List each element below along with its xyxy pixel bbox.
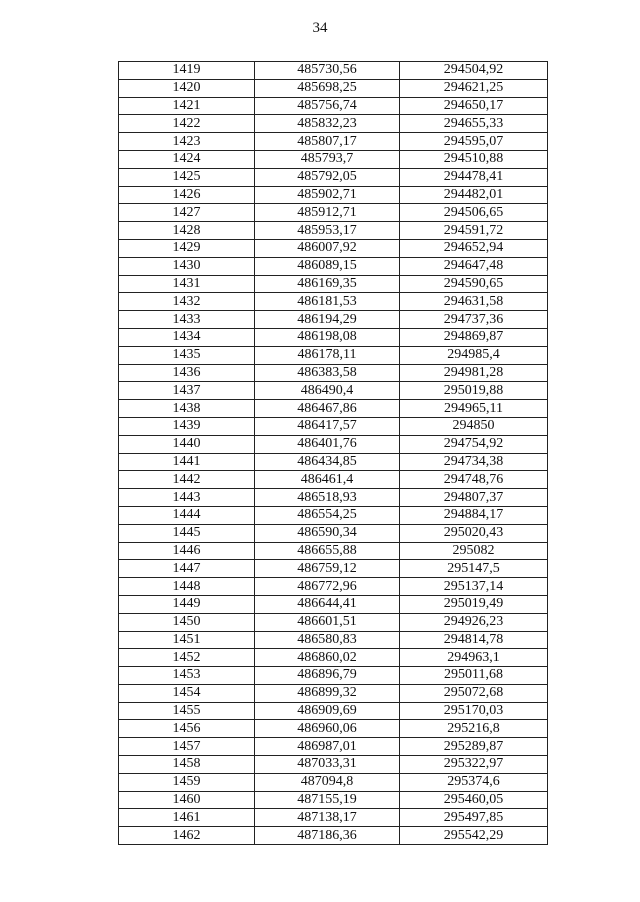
table-row — [119, 773, 548, 791]
table-row — [119, 400, 548, 418]
y-coordinate-cell: 295289,87 — [400, 738, 548, 756]
y-coordinate-cell: 294965,11 — [400, 400, 548, 418]
x-coordinate-cell: 486401,76 — [255, 435, 400, 453]
table-row — [119, 471, 548, 489]
point-number-cell: 1462 — [119, 827, 255, 845]
point-number-cell: 1423 — [119, 133, 255, 151]
y-coordinate-cell: 295216,8 — [400, 720, 548, 738]
point-number-cell: 1432 — [119, 293, 255, 311]
x-coordinate-cell: 485756,74 — [255, 97, 400, 115]
x-coordinate-cell: 486169,35 — [255, 275, 400, 293]
table-row — [119, 613, 548, 631]
x-coordinate-cell: 486601,51 — [255, 613, 400, 631]
table-row — [119, 631, 548, 649]
point-number-cell: 1454 — [119, 684, 255, 702]
y-coordinate-cell: 294482,01 — [400, 186, 548, 204]
table-row — [119, 649, 548, 667]
y-coordinate-cell: 295497,85 — [400, 809, 548, 827]
y-coordinate-cell: 294926,23 — [400, 613, 548, 631]
point-number-cell: 1457 — [119, 738, 255, 756]
x-coordinate-cell: 485902,71 — [255, 186, 400, 204]
x-coordinate-cell: 485832,23 — [255, 115, 400, 133]
x-coordinate-cell: 486899,32 — [255, 684, 400, 702]
x-coordinate-cell: 486490,4 — [255, 382, 400, 400]
table-row — [119, 667, 548, 685]
x-coordinate-cell: 487033,31 — [255, 756, 400, 774]
point-number-cell: 1444 — [119, 506, 255, 524]
table-row — [119, 382, 548, 400]
table-row — [119, 702, 548, 720]
x-coordinate-cell: 486644,41 — [255, 595, 400, 613]
x-coordinate-cell: 486461,4 — [255, 471, 400, 489]
y-coordinate-cell: 294652,94 — [400, 239, 548, 257]
point-number-cell: 1429 — [119, 239, 255, 257]
x-coordinate-cell: 486987,01 — [255, 738, 400, 756]
x-coordinate-cell: 486590,34 — [255, 524, 400, 542]
y-coordinate-cell: 295322,97 — [400, 756, 548, 774]
table-row — [119, 595, 548, 613]
x-coordinate-cell: 487155,19 — [255, 791, 400, 809]
point-number-cell: 1442 — [119, 471, 255, 489]
x-coordinate-cell: 486860,02 — [255, 649, 400, 667]
point-number-cell: 1439 — [119, 417, 255, 435]
x-coordinate-cell: 486417,57 — [255, 417, 400, 435]
y-coordinate-cell: 295170,03 — [400, 702, 548, 720]
x-coordinate-cell: 485730,56 — [255, 62, 400, 80]
y-coordinate-cell: 294807,37 — [400, 489, 548, 507]
table-row — [119, 791, 548, 809]
table-row — [119, 364, 548, 382]
table-row — [119, 168, 548, 186]
y-coordinate-cell: 295137,14 — [400, 578, 548, 596]
point-number-cell: 1420 — [119, 79, 255, 97]
point-number-cell: 1461 — [119, 809, 255, 827]
table-row — [119, 417, 548, 435]
table-row — [119, 453, 548, 471]
y-coordinate-cell: 295082 — [400, 542, 548, 560]
table-row — [119, 293, 548, 311]
point-number-cell: 1443 — [119, 489, 255, 507]
table-row — [119, 542, 548, 560]
table-row — [119, 257, 548, 275]
point-number-cell: 1431 — [119, 275, 255, 293]
y-coordinate-cell: 294981,28 — [400, 364, 548, 382]
y-coordinate-cell: 295019,49 — [400, 595, 548, 613]
point-number-cell: 1435 — [119, 346, 255, 364]
y-coordinate-cell: 294814,78 — [400, 631, 548, 649]
y-coordinate-cell: 295020,43 — [400, 524, 548, 542]
point-number-cell: 1438 — [119, 400, 255, 418]
table-row — [119, 328, 548, 346]
point-number-cell: 1427 — [119, 204, 255, 222]
point-number-cell: 1425 — [119, 168, 255, 186]
x-coordinate-cell: 486759,12 — [255, 560, 400, 578]
table-row — [119, 684, 548, 702]
y-coordinate-cell: 294650,17 — [400, 97, 548, 115]
y-coordinate-cell: 295011,68 — [400, 667, 548, 685]
y-coordinate-cell: 295542,29 — [400, 827, 548, 845]
point-number-cell: 1449 — [119, 595, 255, 613]
y-coordinate-cell: 295147,5 — [400, 560, 548, 578]
x-coordinate-cell: 485807,17 — [255, 133, 400, 151]
x-coordinate-cell: 486434,85 — [255, 453, 400, 471]
y-coordinate-cell: 294595,07 — [400, 133, 548, 151]
point-number-cell: 1459 — [119, 773, 255, 791]
table-row — [119, 311, 548, 329]
point-number-cell: 1453 — [119, 667, 255, 685]
point-number-cell: 1460 — [119, 791, 255, 809]
y-coordinate-cell: 294985,4 — [400, 346, 548, 364]
x-coordinate-cell: 486580,83 — [255, 631, 400, 649]
y-coordinate-cell: 294850 — [400, 417, 548, 435]
table-row — [119, 489, 548, 507]
table-row — [119, 97, 548, 115]
table-row — [119, 809, 548, 827]
point-number-cell: 1428 — [119, 222, 255, 240]
y-coordinate-cell: 294504,92 — [400, 62, 548, 80]
point-number-cell: 1437 — [119, 382, 255, 400]
x-coordinate-cell: 486383,58 — [255, 364, 400, 382]
point-number-cell: 1436 — [119, 364, 255, 382]
table-row — [119, 720, 548, 738]
table-row — [119, 560, 548, 578]
table-row — [119, 756, 548, 774]
x-coordinate-cell: 486467,86 — [255, 400, 400, 418]
point-number-cell: 1419 — [119, 62, 255, 80]
x-coordinate-cell: 487138,17 — [255, 809, 400, 827]
table-row — [119, 524, 548, 542]
point-number-cell: 1440 — [119, 435, 255, 453]
point-number-cell: 1455 — [119, 702, 255, 720]
x-coordinate-cell: 486181,53 — [255, 293, 400, 311]
x-coordinate-cell: 486772,96 — [255, 578, 400, 596]
table-row — [119, 346, 548, 364]
point-number-cell: 1447 — [119, 560, 255, 578]
y-coordinate-cell: 294647,48 — [400, 257, 548, 275]
point-number-cell: 1433 — [119, 311, 255, 329]
table-row — [119, 275, 548, 293]
point-number-cell: 1424 — [119, 150, 255, 168]
point-number-cell: 1456 — [119, 720, 255, 738]
x-coordinate-cell: 486198,08 — [255, 328, 400, 346]
y-coordinate-cell: 295072,68 — [400, 684, 548, 702]
y-coordinate-cell: 294478,41 — [400, 168, 548, 186]
x-coordinate-cell: 486194,29 — [255, 311, 400, 329]
point-number-cell: 1430 — [119, 257, 255, 275]
point-number-cell: 1422 — [119, 115, 255, 133]
table-row — [119, 506, 548, 524]
y-coordinate-cell: 295374,6 — [400, 773, 548, 791]
x-coordinate-cell: 487186,36 — [255, 827, 400, 845]
x-coordinate-cell: 486518,93 — [255, 489, 400, 507]
table-row — [119, 578, 548, 596]
point-number-cell: 1458 — [119, 756, 255, 774]
table-row — [119, 222, 548, 240]
y-coordinate-cell: 294506,65 — [400, 204, 548, 222]
y-coordinate-cell: 294655,33 — [400, 115, 548, 133]
table-row — [119, 62, 548, 80]
coordinates-table-body — [119, 62, 548, 845]
point-number-cell: 1446 — [119, 542, 255, 560]
x-coordinate-cell: 486896,79 — [255, 667, 400, 685]
y-coordinate-cell: 294591,72 — [400, 222, 548, 240]
y-coordinate-cell: 294754,92 — [400, 435, 548, 453]
page-number: 34 — [312, 20, 328, 36]
coordinates-table — [118, 61, 548, 845]
table-row — [119, 186, 548, 204]
x-coordinate-cell: 486909,69 — [255, 702, 400, 720]
x-coordinate-cell: 486655,88 — [255, 542, 400, 560]
point-number-cell: 1448 — [119, 578, 255, 596]
table-row — [119, 239, 548, 257]
y-coordinate-cell: 294590,65 — [400, 275, 548, 293]
x-coordinate-cell: 485793,7 — [255, 150, 400, 168]
x-coordinate-cell: 486960,06 — [255, 720, 400, 738]
y-coordinate-cell: 294748,76 — [400, 471, 548, 489]
y-coordinate-cell: 294963,1 — [400, 649, 548, 667]
x-coordinate-cell: 485792,05 — [255, 168, 400, 186]
table-row — [119, 435, 548, 453]
x-coordinate-cell: 486178,11 — [255, 346, 400, 364]
point-number-cell: 1451 — [119, 631, 255, 649]
y-coordinate-cell: 295019,88 — [400, 382, 548, 400]
x-coordinate-cell: 485698,25 — [255, 79, 400, 97]
y-coordinate-cell: 294631,58 — [400, 293, 548, 311]
point-number-cell: 1445 — [119, 524, 255, 542]
y-coordinate-cell: 294884,17 — [400, 506, 548, 524]
x-coordinate-cell: 486554,25 — [255, 506, 400, 524]
table-row — [119, 738, 548, 756]
y-coordinate-cell: 294510,88 — [400, 150, 548, 168]
point-number-cell: 1426 — [119, 186, 255, 204]
x-coordinate-cell: 486007,92 — [255, 239, 400, 257]
x-coordinate-cell: 485912,71 — [255, 204, 400, 222]
y-coordinate-cell: 294734,38 — [400, 453, 548, 471]
point-number-cell: 1452 — [119, 649, 255, 667]
y-coordinate-cell: 295460,05 — [400, 791, 548, 809]
point-number-cell: 1434 — [119, 328, 255, 346]
y-coordinate-cell: 294621,25 — [400, 79, 548, 97]
point-number-cell: 1421 — [119, 97, 255, 115]
table-row — [119, 79, 548, 97]
x-coordinate-cell: 487094,8 — [255, 773, 400, 791]
table-row — [119, 115, 548, 133]
y-coordinate-cell: 294869,87 — [400, 328, 548, 346]
x-coordinate-cell: 485953,17 — [255, 222, 400, 240]
table-row — [119, 133, 548, 151]
table-row — [119, 204, 548, 222]
y-coordinate-cell: 294737,36 — [400, 311, 548, 329]
point-number-cell: 1441 — [119, 453, 255, 471]
x-coordinate-cell: 486089,15 — [255, 257, 400, 275]
table-row — [119, 150, 548, 168]
point-number-cell: 1450 — [119, 613, 255, 631]
table-row — [119, 827, 548, 845]
